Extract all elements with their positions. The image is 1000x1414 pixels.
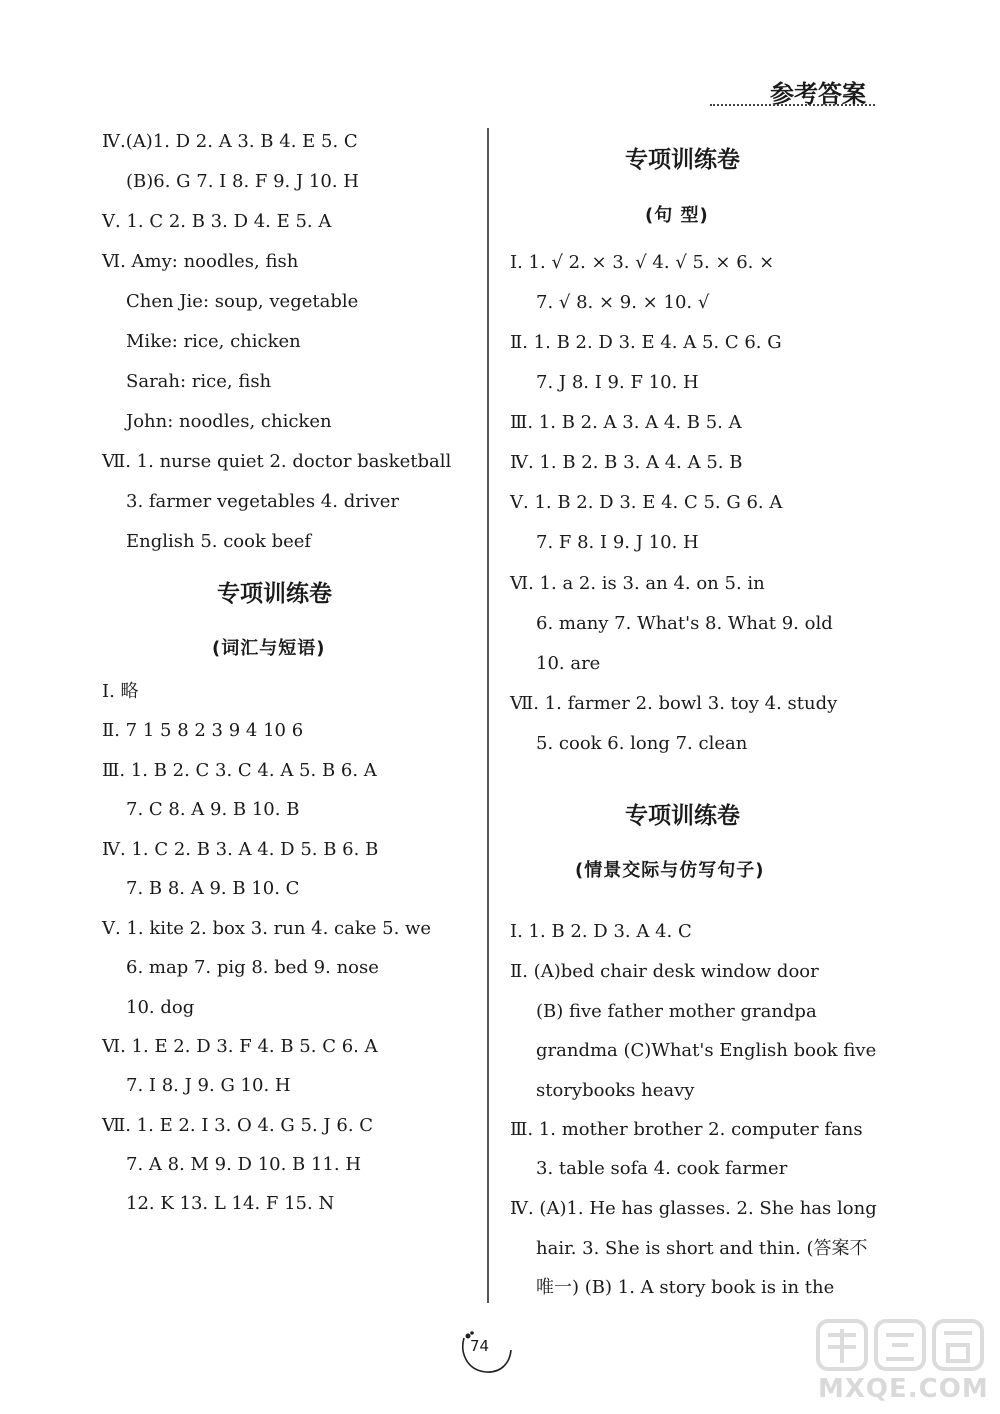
answer-line: Ⅵ. 1. E 2. D 3. F 4. B 5. C 6. A — [102, 1036, 378, 1057]
section-title: 专项训练卷 — [625, 147, 740, 173]
answer-line: 7. F 8. I 9. J 10. H — [536, 532, 699, 553]
answer-line: 12. K 13. L 14. F 15. N — [126, 1193, 335, 1214]
answer-line: Chen Jie: soup, vegetable — [126, 291, 359, 312]
answer-line: 7. C 8. A 9. B 10. B — [126, 799, 300, 820]
answer-line: 5. cook 6. long 7. clean — [536, 733, 748, 754]
answer-line: Ⅰ. 略 — [102, 681, 139, 702]
answer-line: Ⅱ. 7 1 5 8 2 3 9 4 10 6 — [102, 720, 304, 741]
answer-line: 6. many 7. What's 8. What 9. old — [536, 613, 833, 634]
section-subtitle: (情景交际与仿写句子) — [575, 860, 765, 881]
page-number: 74 — [470, 1337, 490, 1355]
answer-line: Ⅲ. 1. B 2. A 3. A 4. B 5. A — [510, 412, 742, 433]
answer-line: John: noodles, chicken — [126, 411, 332, 432]
column-divider — [487, 128, 489, 1303]
answer-line: 唯一) (B) 1. A story book is in the — [536, 1277, 835, 1298]
answer-line: Ⅵ. 1. a 2. is 3. an 4. on 5. in — [510, 573, 765, 594]
answer-line: English 5. cook beef — [126, 531, 312, 552]
answer-line: Ⅵ. Amy: noodles, fish — [102, 251, 299, 272]
answer-line: 3. table sofa 4. cook farmer — [536, 1158, 788, 1179]
answer-line: grandma (C)What's English book five — [536, 1040, 877, 1061]
answer-line: Ⅰ. 1. B 2. D 3. A 4. C — [510, 921, 692, 942]
answer-line: Mike: rice, chicken — [126, 331, 301, 352]
answer-line: Ⅰ. 1. √ 2. × 3. √ 4. √ 5. × 6. × — [510, 252, 775, 273]
answer-line: Sarah: rice, fish — [126, 371, 272, 392]
answer-line: (B) five father mother grandpa — [536, 1001, 817, 1022]
answer-line: 3. farmer vegetables 4. driver — [126, 491, 399, 512]
answer-line: Ⅱ. (A)bed chair desk window door — [510, 961, 819, 982]
section-title: 专项训练卷 — [217, 581, 332, 607]
answer-line: Ⅴ. 1. B 2. D 3. E 4. C 5. G 6. A — [510, 492, 783, 513]
answer-line: Ⅳ. 1. B 2. B 3. A 4. A 5. B — [510, 452, 743, 473]
answer-line: 10. dog — [126, 997, 195, 1018]
answer-line: 10. are — [536, 653, 601, 674]
section-subtitle: (词汇与短语) — [212, 638, 326, 659]
answer-line: 7. I 8. J 9. G 10. H — [126, 1075, 291, 1096]
answer-line: hair. 3. She is short and thin. (答案不 — [536, 1238, 868, 1259]
answer-line: Ⅳ. (A)1. He has glasses. 2. She has long — [510, 1198, 877, 1219]
answer-line: Ⅲ. 1. B 2. C 3. C 4. A 5. B 6. A — [102, 760, 377, 781]
answer-line: Ⅳ.(A)1. D 2. A 3. B 4. E 5. C — [102, 131, 358, 152]
answer-line: Ⅴ. 1. kite 2. box 3. run 4. cake 5. we — [102, 918, 432, 939]
answer-line: Ⅲ. 1. mother brother 2. computer fans — [510, 1119, 863, 1140]
answer-line: 7. J 8. I 9. F 10. H — [536, 372, 699, 393]
answer-line: Ⅴ. 1. C 2. B 3. D 4. E 5. A — [102, 211, 332, 232]
watermark-text: MXQE.COM — [818, 1374, 989, 1404]
answer-line: (B)6. G 7. I 8. F 9. J 10. H — [126, 171, 359, 192]
answer-line: storybooks heavy — [536, 1080, 695, 1101]
header-dotted-rule — [710, 104, 875, 106]
section-subtitle: (句 型) — [645, 205, 709, 226]
answer-line: 6. map 7. pig 8. bed 9. nose — [126, 957, 379, 978]
answer-line: Ⅳ. 1. C 2. B 3. A 4. D 5. B 6. B — [102, 839, 379, 860]
answer-line: Ⅱ. 1. B 2. D 3. E 4. A 5. C 6. G — [510, 332, 782, 353]
answer-line: Ⅶ. 1. E 2. I 3. O 4. G 5. J 6. C — [102, 1115, 374, 1136]
answer-line: 7. A 8. M 9. D 10. B 11. H — [126, 1154, 362, 1175]
answer-line: Ⅶ. 1. farmer 2. bowl 3. toy 4. study — [510, 693, 838, 714]
section-title: 专项训练卷 — [625, 803, 740, 829]
answer-line: 7. B 8. A 9. B 10. C — [126, 878, 300, 899]
page-header-title: 参考答案 — [770, 80, 866, 108]
answer-line: Ⅶ. 1. nurse quiet 2. doctor basketball — [102, 451, 452, 472]
answer-line: 7. √ 8. × 9. × 10. √ — [536, 292, 710, 313]
